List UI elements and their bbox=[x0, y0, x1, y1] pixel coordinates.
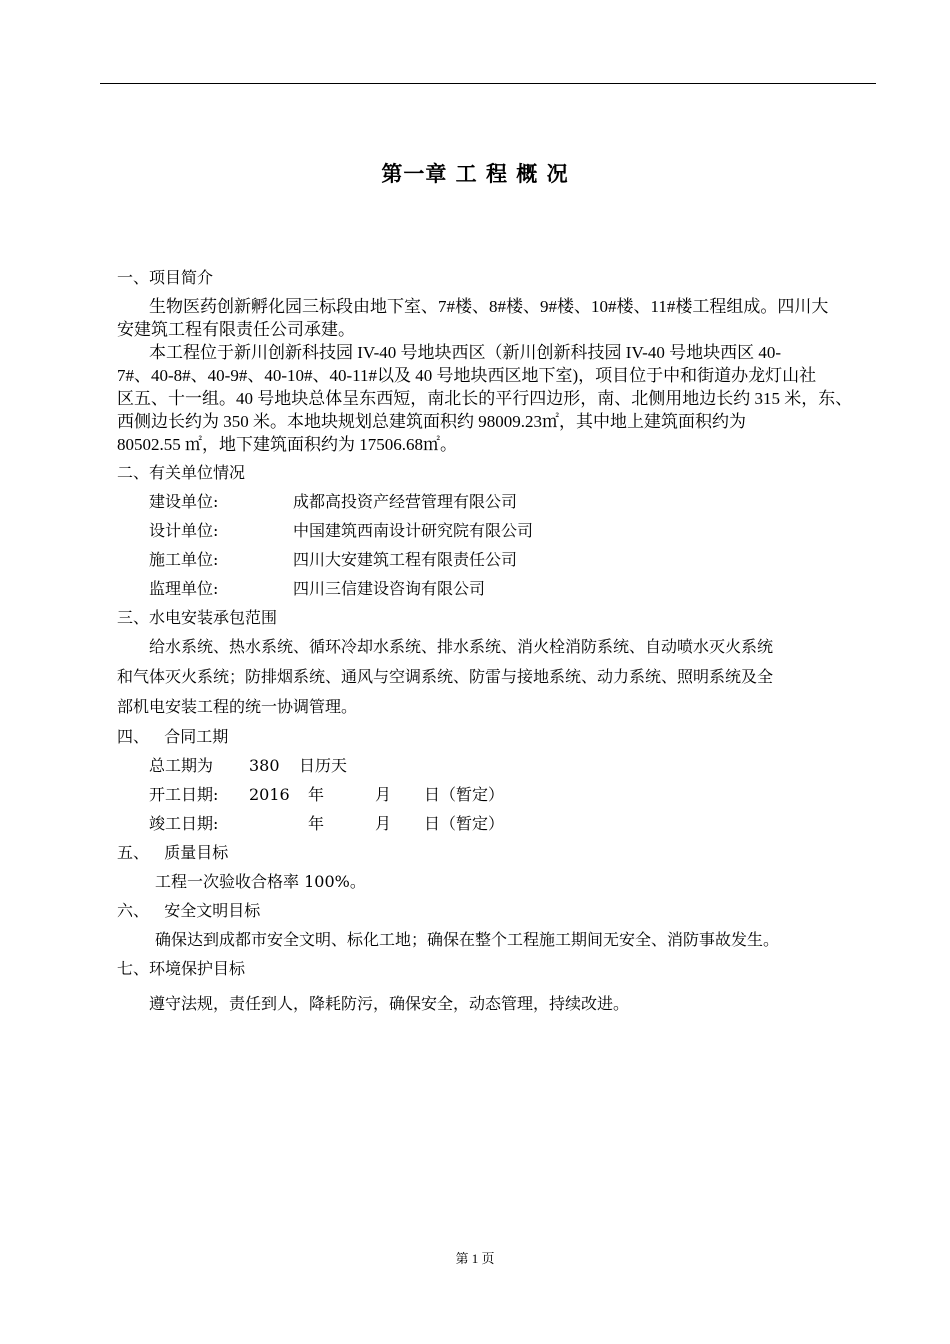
para-line: 安建筑工程有限责任公司承建。 bbox=[117, 320, 355, 339]
header-rule bbox=[100, 83, 876, 84]
unit-value: 四川大安建筑工程有限责任公司 bbox=[293, 550, 518, 569]
unit-row-supervisor bbox=[117, 574, 879, 603]
year-unit: 年 bbox=[308, 785, 325, 804]
para-line: 西侧边长约为 350 米。本地块规划总建筑面积约 98009.23㎡，其中地上建筑面积约为 bbox=[117, 412, 746, 431]
unit-row-designer bbox=[117, 516, 879, 545]
scope-paragraph bbox=[117, 632, 879, 722]
total-unit: 日历天 bbox=[299, 756, 348, 775]
unit-label: 监理单位: bbox=[149, 579, 219, 598]
total-days: 380 bbox=[249, 756, 280, 775]
unit-row-contractor bbox=[117, 545, 879, 574]
section-heading-6: 六、 安全文明目标 bbox=[117, 901, 261, 920]
unit-label: 施工单位: bbox=[149, 550, 219, 569]
section-heading-2: 二、有关单位情况 bbox=[117, 463, 246, 482]
page-number: 第 1 页 bbox=[455, 1251, 495, 1266]
month-unit: 月 bbox=[375, 785, 392, 804]
total-duration bbox=[117, 751, 879, 780]
para-line: 区五、十一组。40 号地块总体呈东西短，南北长的平行四边形，南、北侧用地边长约 315 米，东、 bbox=[117, 389, 853, 408]
para-line: 7#、40-8#、40-9#、40-10#、40-11#以及 40 号地块西区地下室)，项目位于中和街道办龙灯山社 bbox=[117, 366, 817, 385]
unit-value: 中国建筑西南设计研究院有限公司 bbox=[293, 521, 534, 540]
section-heading-7: 七、环境保护目标 bbox=[117, 959, 246, 978]
section-heading-4: 四、 合同工期 bbox=[117, 727, 229, 746]
safety-text: 确保达到成都市安全文明、标化工地；确保在整个工程施工期间无安全、消防事故发生。 bbox=[155, 930, 780, 949]
unit-value: 四川三信建设咨询有限公司 bbox=[293, 579, 486, 598]
document-body bbox=[117, 263, 879, 1018]
para-line: 本工程位于新川创新科技园 IV-40 号地块西区（新川创新科技园 IV-40 号地块西区 40- bbox=[149, 343, 781, 362]
start-year: 2016 bbox=[249, 785, 290, 804]
quality-text: 工程一次验收合格率 100%。 bbox=[155, 872, 366, 891]
year-unit: 年 bbox=[308, 814, 325, 833]
section-heading-5: 五、 质量目标 bbox=[117, 843, 229, 862]
scope-line: 给水系统、热水系统、循环冷却水系统、排水系统、消火栓消防系统、自动喷水灭火系统 bbox=[149, 637, 774, 656]
total-label: 总工期为 bbox=[149, 756, 214, 775]
day-unit: 日（暂定） bbox=[424, 785, 505, 804]
end-date bbox=[117, 809, 879, 838]
start-label: 开工日期: bbox=[149, 785, 219, 804]
section-heading-3: 三、水电安装承包范围 bbox=[117, 608, 278, 627]
section-heading-1: 一、项目简介 bbox=[117, 268, 214, 287]
unit-label: 设计单位: bbox=[149, 521, 219, 540]
scope-line: 部机电安装工程的统一协调管理。 bbox=[117, 697, 358, 716]
chapter-title: 第一章 工 程 概 况 bbox=[381, 162, 569, 186]
environment-text: 遵守法规，责任到人，降耗防污，确保安全，动态管理，持续改进。 bbox=[149, 994, 630, 1013]
start-date bbox=[117, 780, 879, 809]
unit-label: 建设单位: bbox=[149, 492, 219, 511]
month-unit: 月 bbox=[375, 814, 392, 833]
project-intro-paragraph bbox=[117, 295, 879, 456]
scope-line: 和气体灭火系统；防排烟系统、通风与空调系统、防雷与接地系统、动力系统、照明系统及全 bbox=[117, 667, 774, 686]
para-line: 80502.55 ㎡，地下建筑面积约为 17506.68㎡。 bbox=[117, 435, 457, 454]
unit-value: 成都高投资产经营管理有限公司 bbox=[293, 492, 518, 511]
end-label: 竣工日期: bbox=[149, 814, 219, 833]
para-line: 生物医药创新孵化园三标段由地下室、7#楼、8#楼、9#楼、10#楼、11#楼工程组成。四川大 bbox=[149, 297, 829, 316]
day-unit: 日（暂定） bbox=[424, 814, 505, 833]
unit-row-owner bbox=[117, 487, 879, 516]
